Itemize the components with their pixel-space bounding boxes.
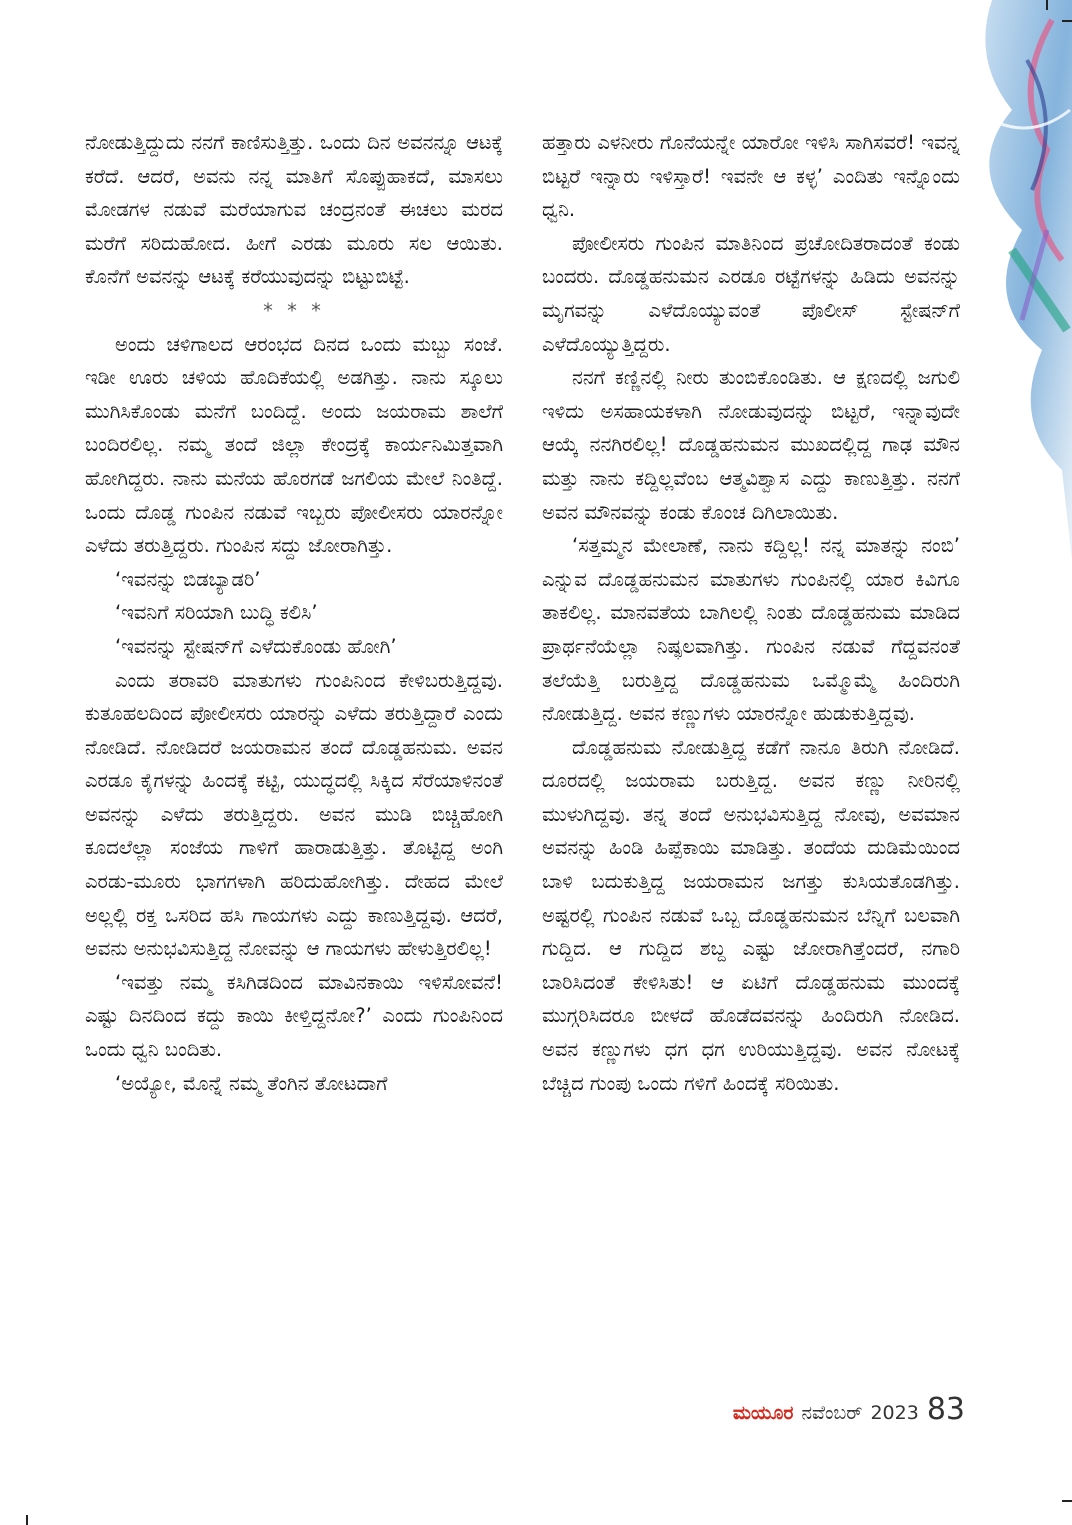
paragraph: ‘ಇವತ್ತು ನಮ್ಮ ಕಸಿಗಿಡದಿಂದ ಮಾವಿನಕಾಯಿ ಇಳಿಸೋವನೆ! ಎಷ್ಟು ದಿನದಿಂದ ಕದ್ದು ಕಾಯಿ ಕೀಳ್ತಿದ್ದನೋ?’ ಎಂದು ಗುಂಪಿನಿಂದ ಒಂದು ಧ್ವನಿ ಬಂದಿತು.: [85, 970, 503, 1062]
paragraph: ಪೋಲೀಸರು ಗುಂಪಿನ ಮಾತಿನಿಂದ ಪ್ರಚೋದಿತರಾದಂತೆ ಕಂಡು ಬಂದರು. ದೊಡ್ಡಹನುಮನ ಎರಡೂ ರಟ್ಟೆಗಳನ್ನು ಹಿಡಿದು ಅವನನ್ನು ಮೃಗವನ್ನು ಎಳೆದೊಯ್ಯುವಂತೆ ಪೊಲೀಸ್ ಸ್ಟೇಷನ್‌ಗೆ ಎಳೆದೊಯ್ಯುತ್ತಿದ್ದರು.: [542, 231, 960, 356]
issue-year: 2023: [870, 1402, 919, 1424]
paragraph: ಅಂದು ಚಳಿಗಾಲದ ಆರಂಭದ ದಿನದ ಒಂದು ಮಬ್ಬು ಸಂಜೆ. ಇಡೀ ಊರು ಚಳಿಯ ಹೊದಿಕೆಯಲ್ಲಿ ಅಡಗಿತ್ತು. ನಾನು ಸ್ಕೂಲು ಮುಗಿಸಿಕೊಂಡು ಮನೆಗೆ ಬಂದಿದ್ದೆ. ಅಂದು ಜಯರಾಮ ಶಾಲೆಗೆ ಬಂದಿರಲಿಲ್ಲ. ನಮ್ಮ ತಂದೆ ಜಿಲ್ಲಾ ಕೇಂದ್ರಕ್ಕೆ ಕಾರ್ಯನಿಮಿತ್ತವಾಗಿ ಹೋಗಿದ್ದರು. ನಾನು ಮನೆಯ ಹೊರಗಡೆ ಜಗಲಿಯ ಮೇಲೆ ನಿಂತಿದ್ದೆ. ಒಂದು ದೊಡ್ಡ ಗುಂಪಿನ ನಡುವೆ ಇಬ್ಬರು ಪೋಲೀಸರು ಯಾರನ್ನೋ ಎಳೆದು ತರುತ್ತಿದ್ದರು. ಗುಂಪಿನ ಸದ್ದು ಜೋರಾಗಿತ್ತು.: [85, 332, 503, 558]
crop-mark: [1062, 20, 1072, 22]
paragraph: ಹತ್ತಾರು ಎಳನೀರು ಗೊನೆಯನ್ನೇ ಯಾರೋ ಇಳಿಸಿ ಸಾಗಿಸವರೆ! ಇವನ್ನ ಬಿಟ್ಟರೆ ಇನ್ನಾರು ಇಳಿಸ್ತಾರೆ! ಇವನೇ ಆ ಕಳ್ಳ’ ಎಂದಿತು ಇನ್ನೊಂದು ಧ್ವನಿ.: [542, 131, 960, 222]
decorative-brush-art: [952, 0, 1072, 560]
paragraph: ‘ಇವನಿಗೆ ಸರಿಯಾಗಿ ಬುದ್ಧಿ ಕಲಿಸಿ’: [115, 601, 318, 625]
page-footer: [700, 1392, 965, 1432]
crop-mark: [1046, 0, 1048, 10]
paragraph: ನನಗೆ ಕಣ್ಣಿನಲ್ಲಿ ನೀರು ತುಂಬಿಕೊಂಡಿತು. ಆ ಕ್ಷಣದಲ್ಲಿ ಜಗುಲಿ ಇಳಿದು ಅಸಹಾಯಕಳಾಗಿ ನೋಡುವುದನ್ನು ಬಿಟ್ಟರೆ, ಇನ್ನಾವುದೇ ಆಯ್ಕೆ ನನಗಿರಲಿಲ್ಲ! ದೊಡ್ಡಹನುಮನ ಮುಖದಲ್ಲಿದ್ದ ಗಾಢ ಮೌನ ಮತ್ತು ನಾನು ಕದ್ದಿಲ್ಲವೆಂಬ ಆತ್ಮವಿಶ್ವಾಸ ಎದ್ದು ಕಾಣುತ್ತಿತ್ತು. ನನಗೆ ಅವನ ಮೌನವನ್ನು ಕಂಡು ಕೊಂಚ ದಿಗಿಲಾಯಿತು.: [542, 366, 960, 524]
crop-mark: [26, 1515, 28, 1525]
paragraph: ಎಂದು ತರಾವರಿ ಮಾತುಗಳು ಗುಂಪಿನಿಂದ ಕೇಳಿಬರುತ್ತಿದ್ದವು. ಕುತೂಹಲದಿಂದ ಪೋಲೀಸರು ಯಾರನ್ನು ಎಳೆದು ತರುತ್ತಿದ್ದಾರೆ ಎಂದು ನೋಡಿದೆ. ನೋಡಿದರೆ ಜಯರಾಮನ ತಂದೆ ದೊಡ್ಡಹನುಮ. ಅವನ ಎರಡೂ ಕೈಗಳನ್ನು ಹಿಂದಕ್ಕೆ ಕಟ್ಟಿ, ಯುದ್ಧದಲ್ಲಿ ಸಿಕ್ಕಿದ ಸೆರೆಯಾಳಿನಂತೆ ಅವನನ್ನು ಎಳೆದು ತರುತ್ತಿದ್ದರು. ಅವನ ಮುಡಿ ಬಿಚ್ಚಿಹೋಗಿ ಕೂದಲೆಲ್ಲಾ ಸಂಜೆಯ ಗಾಳಿಗೆ ಹಾರಾಡುತ್ತಿತ್ತು. ತೊಟ್ಟಿದ್ದ ಅಂಗಿ ಎರಡು-ಮೂರು ಭಾಗಗಳಾಗಿ ಹರಿದುಹೋಗಿತ್ತು. ದೇಹದ ಮೇಲೆ ಅಲ್ಲಲ್ಲಿ ರಕ್ತ ಒಸರಿದ ಹಸಿ ಗಾಯಗಳು ಎದ್ದು ಕಾಣುತ್ತಿದ್ದವು. ಆದರೆ, ಅವನು ಅನುಭವಿಸುತ್ತಿದ್ದ ನೋವನ್ನು ಆ ಗಾಯಗಳು ಹೇಳುತ್ತಿರಲಿಲ್ಲ!: [85, 668, 503, 961]
section-break: * * *: [263, 298, 325, 322]
paragraph: ‘ಇವನನ್ನು ಬಿಡಬ್ಯಾಡರಿ’: [115, 567, 261, 591]
paragraph: ‘ಸತ್ತಮ್ಮನ ಮೇಲಾಣೆ, ನಾನು ಕದ್ದಿಲ್ಲ! ನನ್ನ ಮಾತನ್ನು ನಂಬಿ’ ಎನ್ನುವ ದೊಡ್ಡಹನುಮನ ಮಾತುಗಳು ಗುಂಪಿನಲ್ಲಿ ಯಾರ ಕಿವಿಗೂ ತಾಕಲಿಲ್ಲ. ಮಾನವತೆಯ ಬಾಗಿಲಲ್ಲಿ ನಿಂತು ದೊಡ್ಡಹನುಮ ಮಾಡಿದ ಪ್ರಾರ್ಥನೆಯೆಲ್ಲಾ ನಿಷ್ಫಲವಾಗಿತ್ತು. ಗುಂಪಿನ ನಡುವೆ ಗೆದ್ದವನಂತೆ ತಲೆಯೆತ್ತಿ ಬರುತ್ತಿದ್ದ ದೊಡ್ಡಹನುಮ ಒಮ್ಮೊಮ್ಮೆ ಹಿಂದಿರುಗಿ ನೋಡುತ್ತಿದ್ದ. ಅವನ ಕಣ್ಣುಗಳು ಯಾರನ್ನೋ ಹುಡುಕುತ್ತಿದ್ದವು.: [542, 534, 960, 726]
paragraph: ನೋಡುತ್ತಿದ್ದುದು ನನಗೆ ಕಾಣಿಸುತ್ತಿತ್ತು. ಒಂದು ದಿನ ಅವನನ್ನೂ ಆಟಕ್ಕೆ ಕರೆದೆ. ಆದರೆ, ಅವನು ನನ್ನ ಮಾತಿಗೆ ಸೊಪ್ಪುಹಾಕದೆ, ಮಾಸಲು ಮೋಡಗಳ ನಡುವೆ ಮರೆಯಾಗುವ ಚಂದ್ರನಂತೆ ಈಚಲು ಮರದ ಮರೆಗೆ ಸರಿದುಹೋದ. ಹೀಗೆ ಎರಡು ಮೂರು ಸಲ ಆಯಿತು. ಕೊನೆಗೆ ಅವನನ್ನು ಆಟಕ್ಕೆ ಕರೆಯುವುದನ್ನು ಬಿಟ್ಟುಬಿಟ್ಟೆ.: [85, 131, 503, 289]
paragraph: ದೊಡ್ಡಹನುಮ ನೋಡುತ್ತಿದ್ದ ಕಡೆಗೆ ನಾನೂ ತಿರುಗಿ ನೋಡಿದೆ. ದೂರದಲ್ಲಿ ಜಯರಾಮ ಬರುತ್ತಿದ್ದ. ಅವನ ಕಣ್ಣು ನೀರಿನಲ್ಲಿ ಮುಳುಗಿದ್ದವು. ತನ್ನ ತಂದೆ ಅನುಭವಿಸುತ್ತಿದ್ದ ನೋವು, ಅವಮಾನ ಅವನನ್ನು ಹಿಂಡಿ ಹಿಪ್ಪೆಕಾಯಿ ಮಾಡಿತ್ತು. ತಂದೆಯ ದುಡಿಮೆಯಿಂದ ಬಾಳಿ ಬದುಕುತ್ತಿದ್ದ ಜಯರಾಮನ ಜಗತ್ತು ಕುಸಿಯತೊಡಗಿತ್ತು. ಅಷ್ಟರಲ್ಲಿ ಗುಂಪಿನ ನಡುವೆ ಒಬ್ಬ ದೊಡ್ಡಹನುಮನ ಬೆನ್ನಿಗೆ ಬಲವಾಗಿ ಗುದ್ದಿದ. ಆ ಗುದ್ದಿದ ಶಬ್ದ ಎಷ್ಟು ಜೋರಾಗಿತ್ತೆಂದರೆ, ನಗಾರಿ ಬಾರಿಸಿದಂತೆ ಕೇಳಿಸಿತು! ಆ ಏಟಿಗೆ ದೊಡ್ಡಹನುಮ ಮುಂದಕ್ಕೆ ಮುಗ್ಗರಿಸಿದರೂ ಬೀಳದೆ ಹೊಡೆದವನನ್ನು ಹಿಂದಿರುಗಿ ನೋಡಿದ. ಅವನ ಕಣ್ಣುಗಳು ಧಗ ಧಗ ಉರಿಯುತ್ತಿದ್ದವು. ಅವನ ನೋಟಕ್ಕೆ ಬೆಚ್ಚಿದ ಗುಂಪು ಒಂದು ಗಳಿಗೆ ಹಿಂದಕ್ಕೆ ಸರಿಯಿತು.: [542, 735, 960, 1095]
text-column-right: [542, 126, 960, 1100]
paragraph: ‘ಅಯ್ಯೋ, ಮೊನ್ನೆ ನಮ್ಮ ತೆಂಗಿನ ತೋಟದಾಗೆ: [115, 1071, 388, 1095]
text-column-left: [85, 126, 503, 1100]
page-number: 83: [926, 1392, 965, 1427]
magazine-brand: ಮಯೂರ: [732, 1402, 794, 1424]
issue-month: ನವೆಂಬರ್: [801, 1402, 863, 1424]
paragraph: ‘ಇವನನ್ನು ಸ್ಟೇಷನ್‌ಗೆ ಎಳೆದುಕೊಂಡು ಹೋಗಿ’: [115, 634, 397, 658]
crop-mark: [1062, 1500, 1072, 1502]
